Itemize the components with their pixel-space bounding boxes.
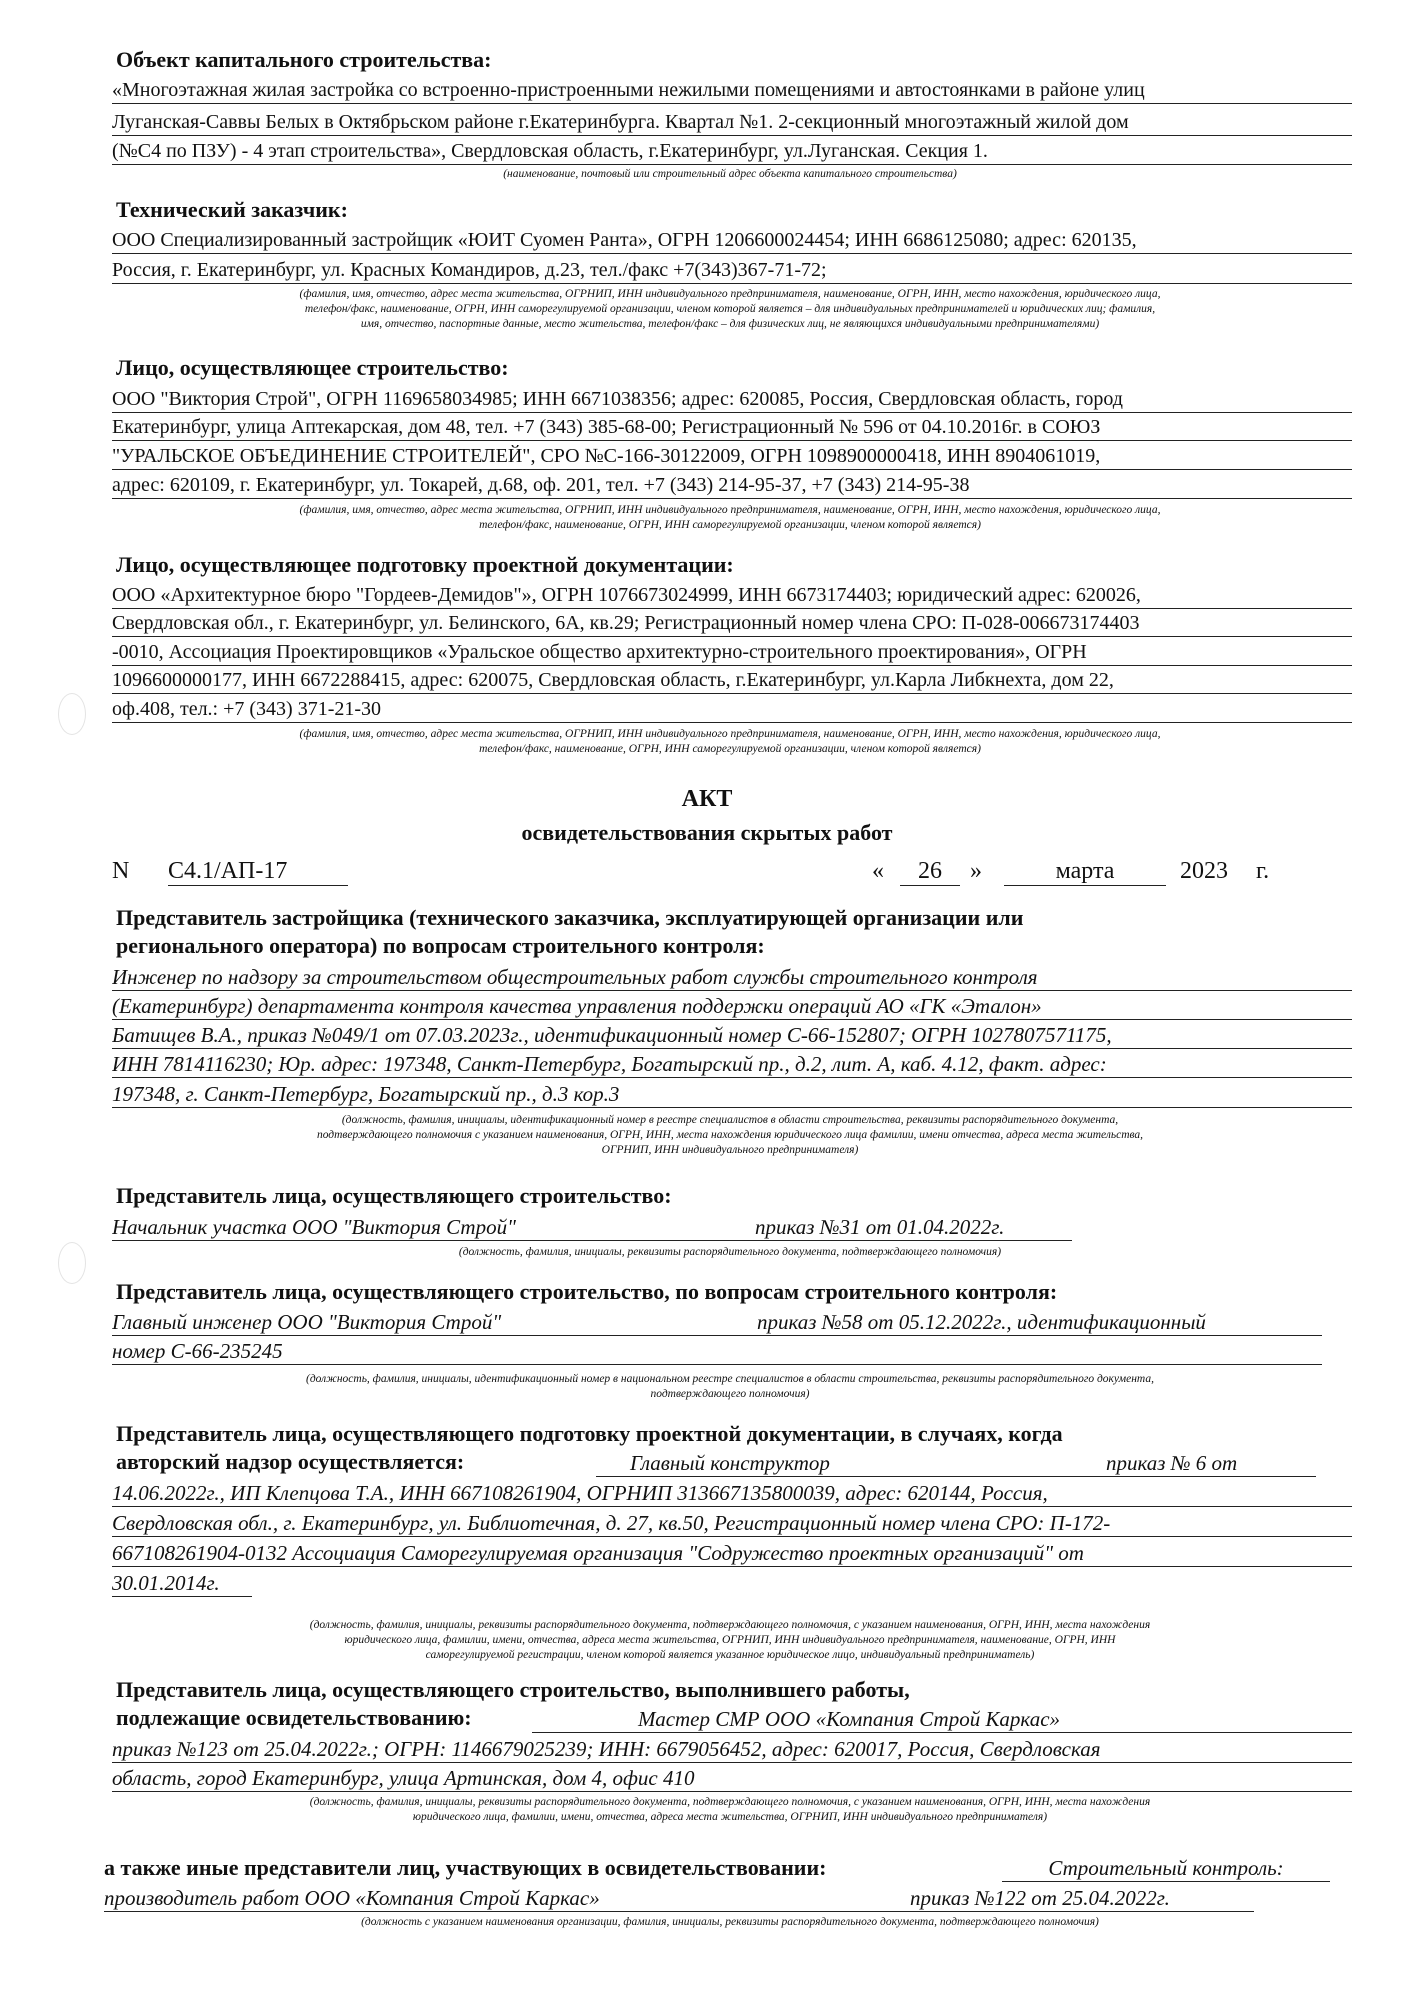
rep-contractor-position: Мастер СМР ООО «Компания Строй Каркас» [638, 1707, 1061, 1731]
rep-builder-caption: (должность, фамилия, инициалы, реквизиты распорядительного документа, подтверждающего полномочия) [458, 1246, 1002, 1258]
rep-contractor-line [532, 1706, 1352, 1733]
rep-customer-caption: (должность, фамилия, инициалы, идентификационный номер в реестре специалистов в области строительства, реквизиты распорядительного документа, [341, 1114, 1119, 1126]
builder-caption: телефон/факс, наименование, ОГРН, ИНН саморегулируемой организации, членом которой является) [479, 519, 981, 531]
rep-customer-line: Батищев В.А., приказ №049/1 от 07.03.2023г., идентификационный номер С-66-152807; ОГРН 1027807571175, [112, 1022, 1352, 1049]
others-caption: (должность с указанием наименования организации, фамилия, инициалы, реквизиты распорядительного документа, подтверждающего полномочия) [361, 1916, 1099, 1928]
rep-designer-line: 667108261904-0132 Ассоциация Саморегулируемая организация "Содружество проектных организаций" от [112, 1540, 1352, 1567]
punch-hole [58, 693, 86, 735]
date-open-quote: « [872, 858, 884, 884]
others-position: производитель работ ООО «Компания Строй Каркас» [104, 1886, 600, 1910]
customer-line: Россия, г. Екатеринбург, ул. Красных Командиров, д.23, тел./факс +7(343)367-71-72; [112, 257, 1352, 284]
rep-designer-heading: Представитель лица, осуществляющего подготовку проектной документации, в случаях, когда [116, 1421, 1063, 1446]
object-caption: (наименование, почтовый или строительный адрес объекта капитального строительства) [503, 168, 957, 180]
rep-designer-caption: саморегулируемой регистрации, членом которой является указанное юридическое лицо, индивидуальный предприниматель) [425, 1649, 1035, 1661]
rep-builder-control-caption: (должность, фамилия, инициалы, идентификационный номер в национальном реестре специалистов в области строительства, реквизиты распорядительного документа, [306, 1373, 1154, 1385]
designer-line: 1096600000177, ИНН 6672288415, адрес: 620075, Свердловская область, г.Екатеринбург, ул.Карла Либкнехта, дом 22, [112, 667, 1352, 694]
builder-line: Екатеринбург, улица Аптекарская, дом 48, тел. +7 (343) 385-68-00; Регистрационный № 596 от 04.10.2016г. в СОЮЗ [112, 414, 1352, 441]
rep-customer-line: ИНН 7814116230; Юр. адрес: 197348, Санкт-Петербург, Богатырский пр., д.2, лит. А, каб. 4.12, факт. адрес: [112, 1051, 1352, 1078]
act-day: 26 [900, 858, 960, 886]
rep-customer-caption: ОГРНИП, ИНН индивидуального предпринимателя) [601, 1144, 859, 1156]
customer-caption: имя, отчество, паспортные данные, место жительства, телефон/факс – для физических лиц, не являющихся индивидуальными предпринимателями) [360, 318, 1100, 330]
designer-line: оф.408, тел.: +7 (343) 371-21-30 [112, 696, 1352, 723]
rep-contractor-caption: (должность, фамилия, инициалы, реквизиты распорядительного документа, подтверждающего полномочия, с указанием наименования, ОГРН, ИНН, места нахождения [309, 1796, 1151, 1808]
rep-designer-line: 14.06.2022г., ИП Клепцова Т.А., ИНН 667108261904, ОГРНИП 313667135800039, адрес: 620144, Россия, [112, 1480, 1352, 1507]
object-heading: Объект капитального строительства: [116, 47, 492, 72]
rep-contractor-line: приказ №123 от 25.04.2022г.; ОГРН: 1146679025239; ИНН: 6679056452, адрес: 620017, Россия, Свердловская [112, 1736, 1352, 1763]
rep-designer-order: приказ № 6 от [1106, 1451, 1238, 1475]
customer-heading: Технический заказчик: [116, 197, 348, 222]
builder-line: ООО "Виктория Строй", ОГРН 1169658034985; ИНН 6671038356; адрес: 620085, Россия, Свердловская область, город [112, 386, 1352, 413]
others-order: приказ №122 от 25.04.2022г. [910, 1886, 1170, 1910]
rep-builder-heading: Представитель лица, осуществляющего строительство: [116, 1183, 672, 1208]
rep-designer-position: Главный конструктор [630, 1451, 830, 1475]
act-month: марта [1004, 858, 1166, 886]
rep-customer-caption: подтверждающего полномочия с указанием наименования, ОГРН, ИНН, места нахождения юридического лица фамилии, имени отчества, адреса места жительства, [316, 1129, 1144, 1141]
rep-builder-control-order: приказ №58 от 05.12.2022г., идентификационный [757, 1310, 1206, 1334]
designer-caption: (фамилия, имя, отчество, адрес места жительства, ОГРНИП, ИНН индивидуального предпринимателя, наименование, ОГРН, ИНН, место нахождения, юридического лица, [299, 728, 1161, 740]
rep-builder-position: Начальник участка ООО "Виктория Строй" [112, 1215, 516, 1239]
designer-heading: Лицо, осуществляющее подготовку проектной документации: [116, 552, 734, 577]
rep-designer-line: 30.01.2014г. [112, 1570, 252, 1597]
object-line: (№С4 по ПЗУ) - 4 этап строительства», Свердловская область, г.Екатеринбург, ул.Луганская. Секция 1. [112, 138, 1352, 165]
act-number: С4.1/АП-17 [168, 858, 348, 886]
rep-designer-caption: (должность, фамилия, инициалы, реквизиты распорядительного документа, подтверждающего полномочия, с указанием наименования, ОГРН, ИНН, места нахождения [309, 1619, 1151, 1631]
rep-builder-control-heading: Представитель лица, осуществляющего строительство, по вопросам строительного контроля: [116, 1279, 1058, 1304]
rep-designer-line [596, 1450, 1316, 1477]
rep-contractor-caption: юридического лица, фамилии, имени, отчества, адреса места жительства, ОГРНИП, ИНН индивидуального предпринимателя) [412, 1811, 1048, 1823]
rep-contractor-line: область, город Екатеринбург, улица Артинская, дом 4, офис 410 [112, 1765, 1352, 1792]
designer-line: -0010, Ассоциация Проектировщиков «Уральское общество архитектурно-строительного проектирования», ОГРН [112, 639, 1352, 666]
rep-customer-line: Инженер по надзору за строительством общестроительных работ службы строительного контроля [112, 964, 1352, 991]
others-role: Строительный контроль: [1002, 1855, 1330, 1882]
act-title: АКТ [681, 786, 733, 812]
rep-builder-control-position: Главный инженер ООО "Виктория Строй" [112, 1310, 502, 1334]
punch-hole [58, 1242, 86, 1284]
rep-customer-line: (Екатеринбург) департамента контроля качества управления поддержки операций АО «ГК «Эталон» [112, 993, 1352, 1020]
builder-line: адрес: 620109, г. Екатеринбург, ул. Токарей, д.68, оф. 201, тел. +7 (343) 214-95-37, +7 (343) 214-95-38 [112, 472, 1352, 499]
object-line: «Многоэтажная жилая застройка со встроенно-пристроенными нежилыми помещениями и автостоянками в районе улиц [112, 77, 1352, 104]
rep-customer-line: 197348, г. Санкт-Петербург, Богатырский пр., д.3 кор.3 [112, 1081, 1352, 1108]
rep-customer-heading: Представитель застройщика (технического заказчика, эксплуатирующей организации или [116, 905, 1024, 930]
rep-contractor-heading: подлежащие освидетельствованию: [116, 1705, 472, 1730]
builder-line: "УРАЛЬСКОЕ ОБЪЕДИНЕНИЕ СТРОИТЕЛЕЙ", СРО №С-166-30122009, ОГРН 1098900000418, ИНН 8904061019, [112, 443, 1352, 470]
object-line: Луганская-Саввы Белых в Октябрьском районе г.Екатеринбурга. Квартал №1. 2-секционный многоэтажный жилой дом [112, 109, 1352, 136]
act-year: 2023 [1180, 858, 1228, 884]
act-subtitle: освидетельствования скрытых работ [521, 820, 893, 845]
customer-line: ООО Специализированный застройщик «ЮИТ Суомен Ранта», ОГРН 1206600024454; ИНН 6686125080; адрес: 620135, [112, 227, 1352, 254]
rep-designer-line: Свердловская обл., г. Екатеринбург, ул. Библиотечная, д. 27, кв.50, Регистрационный номер члена СРО: П-172- [112, 1510, 1352, 1537]
customer-caption: (фамилия, имя, отчество, адрес места жительства, ОГРНИП, ИНН индивидуального предпринимателя, наименование, ОГРН, ИНН, место нахождения, юридического лица, [299, 288, 1161, 300]
rep-builder-order: приказ №31 от 01.04.2022г. [755, 1215, 1005, 1239]
act-year-suffix: г. [1256, 858, 1270, 884]
designer-caption: телефон/факс, наименование, ОГРН, ИНН саморегулируемой организации, членом которой является) [479, 743, 981, 755]
builder-heading: Лицо, осуществляющее строительство: [116, 355, 509, 380]
builder-caption: (фамилия, имя, отчество, адрес места жительства, ОГРНИП, ИНН индивидуального предпринимателя, наименование, ОГРН, ИНН, место нахождения, юридического лица, [299, 504, 1161, 516]
designer-line: Свердловская обл., г. Екатеринбург, ул. Белинского, 6А, кв.29; Регистрационный номер члена СРО: П-028-006673174403 [112, 610, 1352, 637]
rep-builder-control-line: номер С-66-235245 [112, 1338, 1322, 1365]
date-close-quote: » [970, 858, 982, 884]
rep-designer-caption: юридического лица, фамилии, имени, отчества, адреса места жительства, ОГРНИП, ИНН индивидуального предпринимателя, наименование, ОГРН, ИНН [344, 1634, 1116, 1646]
rep-contractor-heading: Представитель лица, осуществляющего строительство, выполнившего работы, [116, 1677, 910, 1702]
act-number-label: N [112, 858, 130, 884]
rep-builder-control-caption: подтверждающего полномочия) [650, 1388, 810, 1400]
designer-line: ООО «Архитектурное бюро "Гордеев-Демидов"», ОГРН 1076673024999, ИНН 6673174403; юридический адрес: 620026, [112, 582, 1352, 609]
others-heading: а также иные представители лиц, участвующих в освидетельствовании: [104, 1855, 827, 1880]
rep-designer-heading: авторский надзор осуществляется: [116, 1449, 465, 1474]
rep-customer-heading: регионального оператора) по вопросам строительного контроля: [116, 933, 765, 958]
customer-caption: телефон/факс, наименование, ОГРН, ИНН саморегулируемой организации, членом которой является – для индивидуальных предпринимателей и юридических лиц; фамилия, [304, 303, 1156, 315]
